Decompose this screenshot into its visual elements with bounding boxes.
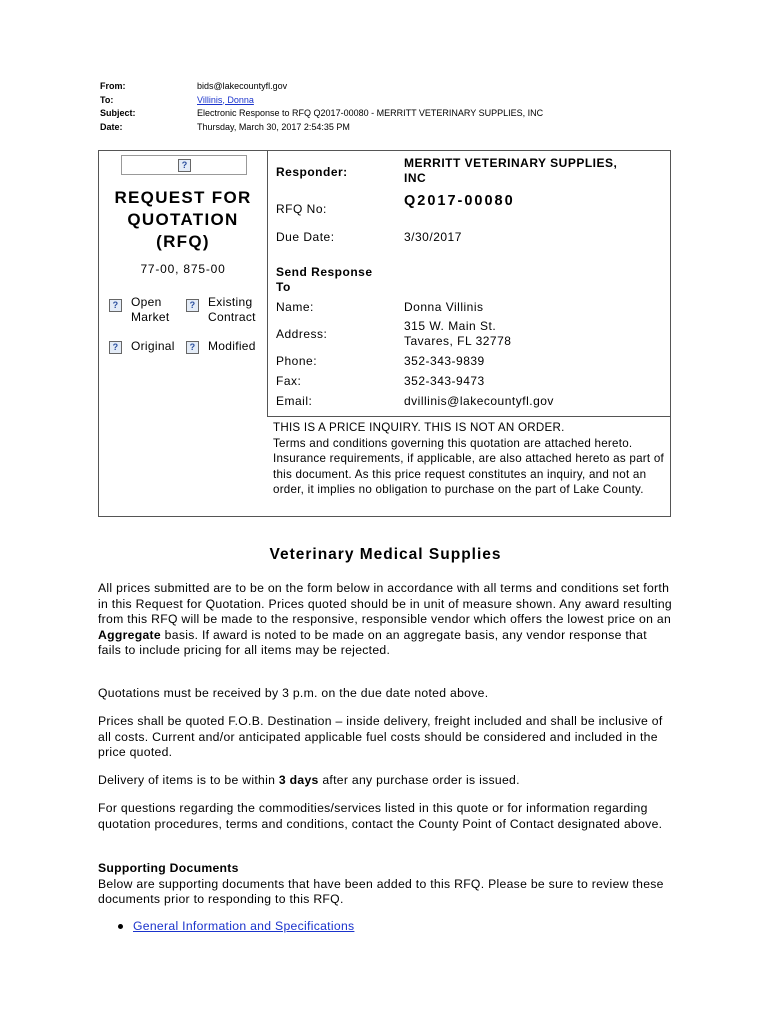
checkbox-image-icon: ?: [186, 299, 199, 312]
rfq-title-line: REQUEST FOR: [114, 188, 252, 207]
name-label: Name:: [276, 300, 314, 314]
email-label: Email:: [276, 394, 313, 408]
send-line: To: [276, 280, 291, 294]
emphasis-days: 3 days: [278, 773, 319, 787]
option-label: Contract: [208, 310, 256, 324]
fax-value: 352-343-9473: [404, 374, 485, 388]
responder-name: [404, 156, 617, 186]
address-line: 315 W. Main St.: [404, 319, 497, 333]
logo-placeholder: [121, 155, 247, 175]
commodity-codes: 77-00, 875-00: [140, 262, 226, 276]
checkbox-image-icon: ?: [109, 299, 122, 312]
rfq-no-label: RFQ No:: [276, 202, 327, 216]
option-label: Modified: [208, 339, 256, 353]
general-info-link[interactable]: General Information and Specifications: [133, 919, 355, 933]
document-list-item: [118, 919, 354, 933]
email-value: dvillinis@lakecountyfl.gov: [404, 394, 554, 408]
responder-label: Responder:: [276, 165, 348, 179]
notice-heading: THIS IS A PRICE INQUIRY. THIS IS NOT AN ORDER.: [273, 421, 565, 434]
send-line: Send Response: [276, 265, 373, 279]
phone-value: 352-343-9839: [404, 354, 485, 368]
option-label: Original: [131, 339, 175, 353]
due-date-value: 3/30/2017: [404, 230, 462, 244]
bullet-icon: [118, 924, 123, 929]
fax-label: Fax:: [276, 374, 302, 388]
paragraph-pricing: [98, 581, 673, 659]
horizontal-divider: [267, 416, 670, 417]
rfq-title-line: QUOTATION: [127, 210, 239, 229]
from-label: From:: [100, 81, 126, 91]
vertical-divider: [267, 151, 268, 416]
from-value: bids@lakecountyfl.gov: [197, 81, 288, 91]
checkbox-image-icon: ?: [109, 341, 122, 354]
responder-line: MERRITT VETERINARY SUPPLIES,: [404, 156, 618, 170]
emphasis-aggregate: Aggregate: [98, 627, 161, 642]
due-date-label: Due Date:: [276, 230, 335, 244]
checkbox-image-icon: ?: [186, 341, 199, 354]
notice-body: Terms and conditions governing this quotation are attached hereto. Insurance requirements, if applicable, are also attached hereto as part of this document. As this price request constitutes an inquiry, and not an order, it implies no obligation to purchase on the part of Lake County.: [273, 436, 665, 497]
paragraph-text: Delivery of items is to be within: [98, 773, 279, 787]
rfq-title: [99, 187, 267, 253]
rfq-no-value: Q2017-00080: [404, 193, 515, 209]
broken-image-icon: ?: [178, 159, 191, 172]
paragraph-questions: For questions regarding the commodities/services listed in this quote or for information regarding quotation procedures, terms and conditions, contact the County Point of Contact designated above.: [98, 801, 663, 831]
date-value: Thursday, March 30, 2017 2:54:35 PM: [197, 121, 350, 132]
paragraph-fob: Prices shall be quoted F.O.B. Destination – inside delivery, freight included and shall be inclusive of all costs. Current and/or anticipated applicable fuel costs should be considered and included in the price quoted.: [98, 714, 663, 760]
option-label: Market: [131, 310, 170, 324]
email-header: [100, 80, 543, 134]
rfq-title-line: (RFQ): [156, 232, 210, 251]
option-label: Existing: [208, 295, 253, 309]
subject-value: Electronic Response to RFQ Q2017-00080 - MERRITT VETERINARY SUPPLIES, INC: [197, 108, 544, 118]
date-label: Date:: [100, 121, 123, 132]
address-label: Address:: [276, 327, 328, 341]
paragraph-text: basis. If award is noted to be made on an aggregate basis, any vendor response that fails to include pricing for all items may be rejected.: [98, 627, 647, 658]
section-title: Veterinary Medical Supplies: [269, 546, 502, 563]
price-inquiry-notice: [273, 420, 668, 498]
paragraph-deadline: Quotations must be received by 3 p.m. on the due date noted above.: [98, 686, 489, 700]
send-response-heading: [276, 265, 373, 295]
to-link[interactable]: Villinis, Donna: [197, 94, 254, 105]
paragraph-delivery: [98, 773, 673, 789]
option-label: Open: [131, 295, 162, 309]
supporting-text: Below are supporting documents that have been added to this RFQ. Please be sure to review these documents prior to responding to this RFQ.: [98, 876, 664, 907]
address-line: Tavares, FL 32778: [404, 334, 512, 348]
supporting-title: Supporting Documents: [98, 861, 239, 875]
name-value: Donna Villinis: [404, 300, 484, 314]
supporting-documents: [98, 861, 673, 908]
paragraph-text: after any purchase order is issued.: [318, 773, 520, 787]
address-value: [404, 319, 511, 349]
subject-label: Subject:: [100, 108, 136, 118]
to-label: To:: [100, 94, 114, 105]
paragraph-text: All prices submitted are to be on the form below in accordance with all terms and conditions set forth in this Request for Quotation. Prices quoted should be in unit of measure shown. Any award resulting from this RFQ will be made to the responsive, responsible vendor which offers the lowest price on an: [98, 581, 673, 627]
responder-line: INC: [404, 171, 427, 185]
phone-label: Phone:: [276, 354, 318, 368]
